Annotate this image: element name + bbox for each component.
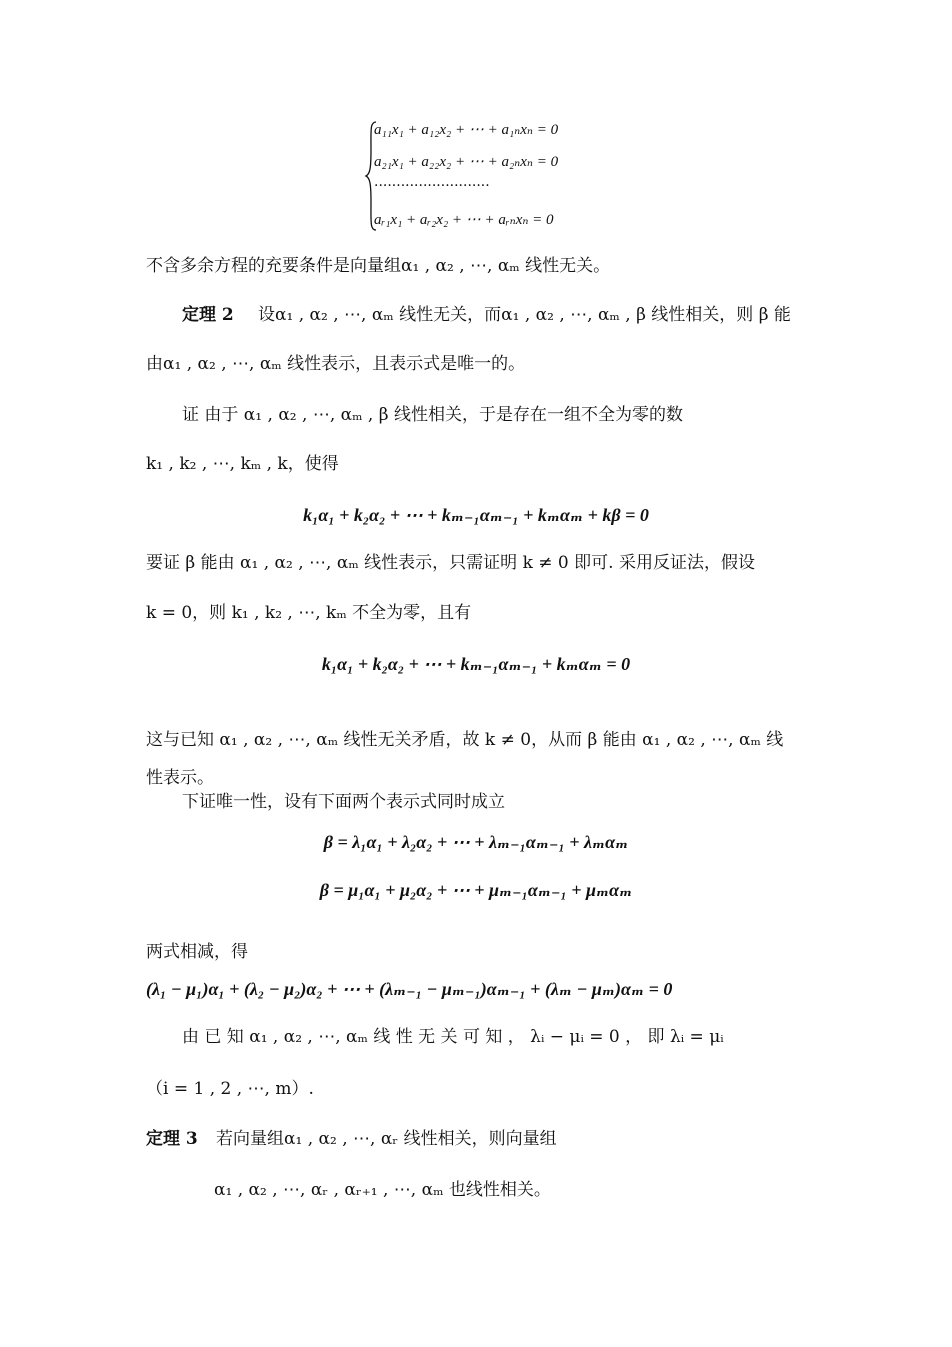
- system-line-1: a₁₁x₁ + a₁₂x₂ + ⋯ + a₁ₙxₙ = 0: [374, 122, 559, 138]
- theorem-2-label: 定理 2: [182, 305, 234, 325]
- equation-3: β = λ₁α₁ + λ₂α₂ + ⋯ + λₘ₋₁αₘ₋₁ + λₘαₘ: [323, 832, 629, 852]
- proof-line-4: k = 0，则 k₁ , k₂ , ⋯, kₘ 不全为零，且有: [146, 603, 472, 623]
- proof-line-3: 要证 β 能由 α₁ , α₂ , ⋯, αₘ 线性表示，只需证明 k ≠ 0 即可. 采用反证法，假设: [146, 553, 755, 573]
- theorem-3-text-2: α₁ , α₂ , ⋯, αᵣ , αᵣ₊₁ , ⋯, αₘ 也线性相关。: [214, 1180, 551, 1200]
- proof-line-8: 两式相减，得: [146, 942, 248, 962]
- theorem-2-text-1: 设α₁ , α₂ , ⋯, αₘ 线性无关，而α₁ , α₂ , ⋯, αₘ , β 线性相关，则 β 能: [258, 305, 791, 325]
- proof-line-2: k₁ , k₂ , ⋯, kₘ , k，使得: [146, 454, 339, 474]
- system-dots: ··························: [374, 178, 490, 194]
- equation-1: k₁α₁ + k₂α₂ + ⋯ + kₘ₋₁αₘ₋₁ + kₘαₘ + kβ = 0: [303, 505, 649, 525]
- proof-line-5: 这与已知 α₁ , α₂ , ⋯, αₘ 线性无关矛盾，故 k ≠ 0，从而 β 能由 α₁ , α₂ , ⋯, αₘ 线: [146, 730, 784, 750]
- proof-line-7: 下证唯一性，设有下面两个表示式同时成立: [182, 792, 505, 812]
- system-line-2: a₂₁x₁ + a₂₂x₂ + ⋯ + a₂ₙxₙ = 0: [374, 154, 559, 170]
- theorem-3-text-1: 若向量组α₁ , α₂ , ⋯, αᵣ 线性相关，则向量组: [216, 1129, 557, 1149]
- equation-5: (λ₁ − μ₁)α₁ + (λ₂ − μ₂)α₂ + ⋯ + (λₘ₋₁ − μₘ₋₁)αₘ₋₁ + (λₘ − μₘ)αₘ = 0: [146, 979, 673, 999]
- theorem-3-label: 定理 3: [146, 1129, 198, 1149]
- system-line-4: aᵣ₁x₁ + aᵣ₂x₂ + ⋯ + aᵣₙxₙ = 0: [374, 212, 554, 228]
- theorem-2-text-2: 由α₁ , α₂ , ⋯, αₘ 线性表示，且表示式是唯一的。: [146, 354, 526, 374]
- proof-line-10: （i = 1 , 2 , ⋯, m）.: [146, 1079, 314, 1099]
- proof-line-1: 证 由于 α₁ , α₂ , ⋯, αₘ , β 线性相关，于是存在一组不全为零的数: [182, 405, 683, 425]
- proof-line-9: 由 已 知 α₁ , α₂ , ⋯, αₘ 线 性 无 关 可 知 ， λᵢ − μᵢ = 0 ， 即 λᵢ = μᵢ: [182, 1027, 724, 1047]
- proof-line-6: 性表示。: [146, 768, 214, 788]
- paragraph-condition: 不含多余方程的充要条件是向量组α₁ , α₂ , ⋯, αₘ 线性无关。: [146, 256, 611, 276]
- equation-4: β = μ₁α₁ + μ₂α₂ + ⋯ + μₘ₋₁αₘ₋₁ + μₘαₘ: [319, 880, 633, 900]
- equation-2: k₁α₁ + k₂α₂ + ⋯ + kₘ₋₁αₘ₋₁ + kₘαₘ = 0: [321, 654, 631, 674]
